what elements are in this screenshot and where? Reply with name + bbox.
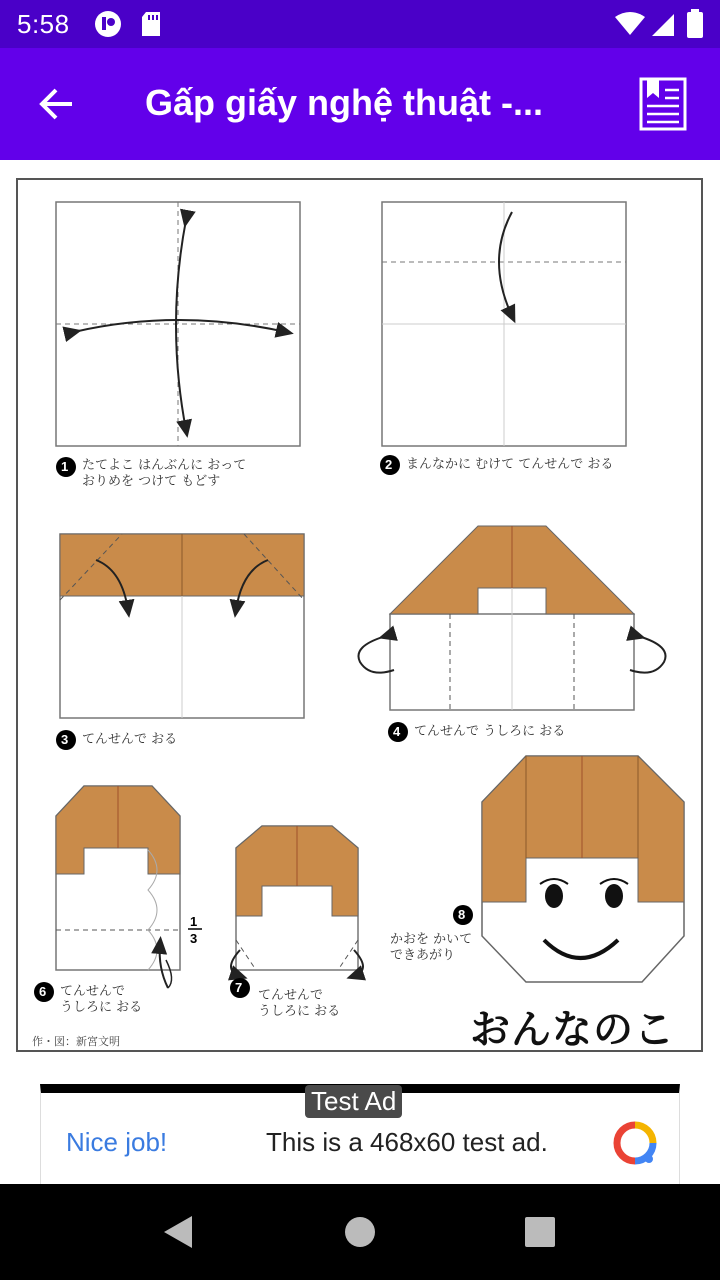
- step-4-drawing: [358, 526, 665, 710]
- battery-icon: [686, 9, 704, 39]
- step-4-caption: てんせんで うしろに おる: [414, 724, 566, 739]
- nav-recents-icon[interactable]: [524, 1216, 556, 1248]
- nav-home-icon[interactable]: [344, 1216, 376, 1248]
- step-7-drawing: [231, 826, 363, 976]
- wifi-icon: [615, 12, 645, 36]
- fraction-denominator: 3: [190, 931, 198, 946]
- app-notification-icon: [94, 10, 122, 38]
- ad-banner[interactable]: [40, 1084, 680, 1184]
- step-number: 2: [385, 457, 393, 472]
- page-title: Gấp giấy nghệ thuật -...: [145, 82, 544, 123]
- step-number: 8: [458, 907, 466, 922]
- app-bar: [0, 48, 720, 160]
- step-7-caption: てんせんで うしろに おる: [258, 988, 341, 1019]
- ad-headline[interactable]: Nice job!: [66, 1127, 168, 1157]
- fraction-numerator: 1: [190, 914, 198, 929]
- status-time: 5:58: [17, 9, 70, 39]
- step-number: 7: [235, 980, 243, 995]
- step-6-drawing: [56, 786, 180, 988]
- step-number: 4: [393, 724, 401, 739]
- step-number: 1: [61, 459, 69, 474]
- step-3-drawing: [60, 534, 304, 718]
- test-ad-badge: Test Ad: [305, 1085, 402, 1118]
- step-2-caption: まんなかに むけて てんせんで おる: [406, 457, 614, 472]
- ad-message[interactable]: This is a 468x60 test ad.: [266, 1127, 548, 1157]
- bookmark-icon[interactable]: [638, 76, 690, 132]
- step-1-drawing: [56, 202, 300, 446]
- step-2-drawing: [382, 202, 626, 446]
- diagram-drawing: [18, 180, 705, 1054]
- diagram-credit: 作・図：新宮文明: [32, 1035, 120, 1048]
- navigation-bar: [0, 1184, 720, 1280]
- ad-network-logo-icon: [613, 1121, 657, 1165]
- step-8-face-drawing: [482, 756, 684, 982]
- step-8-caption: かおを かいて できあがり: [390, 932, 473, 963]
- step-6-caption: てんせんで うしろに おる: [60, 984, 143, 1015]
- sd-card-icon: [140, 10, 162, 38]
- status-bar: [0, 0, 720, 48]
- step-number: 6: [39, 984, 47, 999]
- back-arrow-icon[interactable]: [34, 82, 78, 126]
- diagram-title: おんなのこ: [470, 1007, 675, 1053]
- nav-back-icon[interactable]: [162, 1214, 194, 1250]
- step-number: 3: [61, 732, 69, 747]
- step-1-caption: たてよこ はんぶんに おって おりめを つけて もどす: [82, 458, 247, 489]
- signal-icon: [650, 12, 676, 38]
- origami-diagram: [16, 178, 703, 1052]
- step-3-caption: てんせんで おる: [82, 732, 178, 747]
